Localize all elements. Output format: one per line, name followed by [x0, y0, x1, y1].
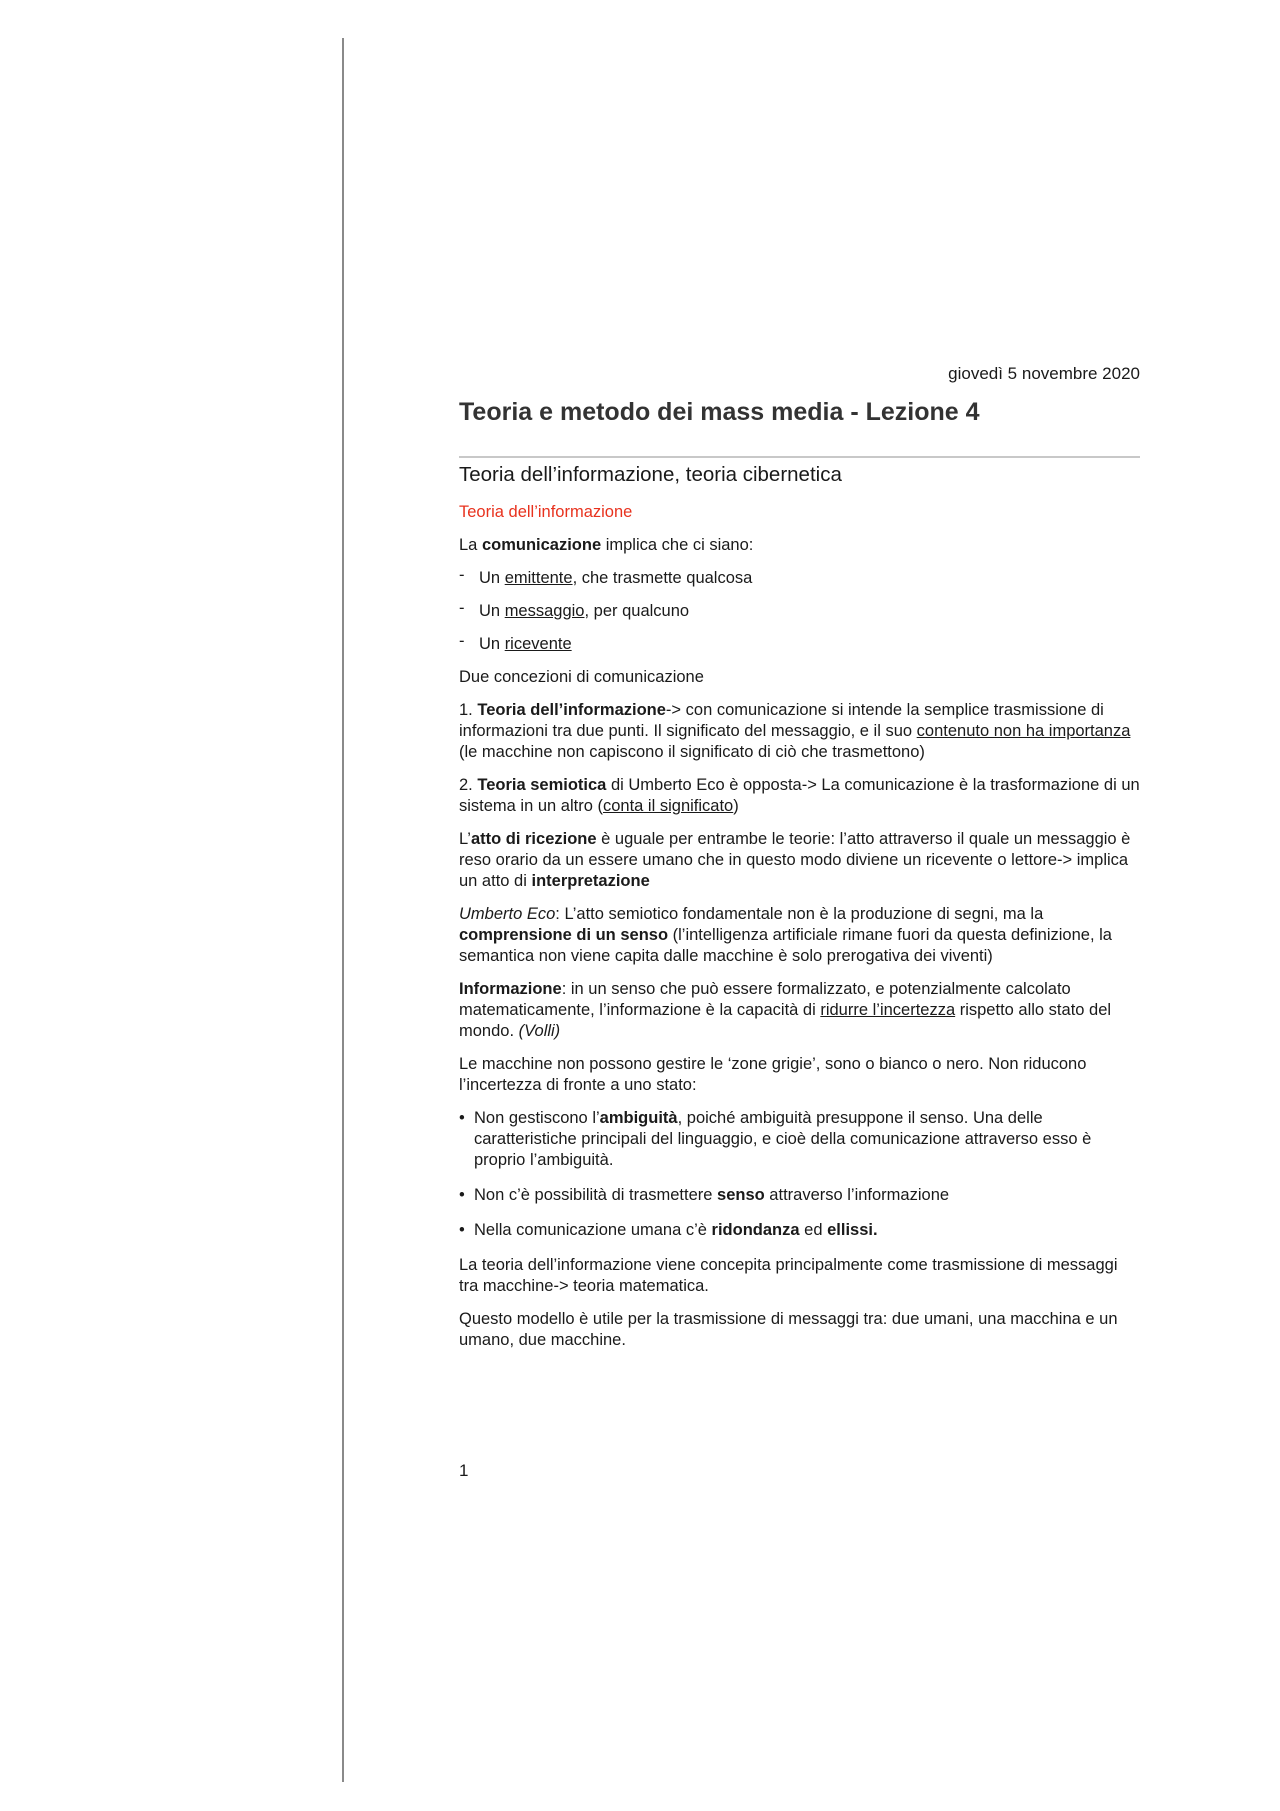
text: ed [799, 1221, 828, 1239]
text: Non c’è possibilità di trasmettere [474, 1186, 718, 1204]
paragraph-information-theory [459, 700, 1140, 763]
underlined-text: contenuto non ha importanza [916, 722, 1131, 740]
list-item [459, 1220, 1140, 1241]
text: (le macchine non capiscono il significato di ciò che trasmettono) [459, 743, 925, 761]
date-label: giovedì 5 novembre 2020 [948, 364, 1140, 383]
underlined-text: emittente [504, 569, 573, 587]
paragraph-semiotic-theory [459, 775, 1140, 817]
bold-text: interpretazione [531, 872, 650, 890]
dash-list [459, 568, 1140, 655]
dash-glyph: - [459, 599, 465, 617]
text: L’ [459, 830, 471, 848]
list-item [459, 634, 1140, 655]
bold-text: Teoria dell’informazione [477, 701, 666, 719]
text: , che trasmette qualcosa [572, 569, 753, 587]
underlined-text: ridurre l’incertezza [820, 1001, 956, 1019]
bullet-list [459, 1108, 1140, 1241]
text: ) [733, 797, 739, 815]
paragraph-two-conceptions: Due concezioni di comunicazione [459, 668, 704, 686]
title-divider [459, 456, 1140, 458]
text: 1. [459, 701, 478, 719]
text: , poiché ambiguità presuppone il senso. Una delle caratteristiche principali del linguaggio, e cioè della comunicazione attraverso esso è proprio l’ambiguità. [474, 1109, 1092, 1169]
list-item [459, 601, 1140, 622]
list-item [459, 1108, 1140, 1171]
text: : in un senso che può essere formalizzato, e potenzialmente calcolato matematicamente, l’informazione è la capacità di [459, 980, 1071, 1019]
italic-text: Umberto Eco [459, 905, 556, 923]
paragraph-grey-zones: Le macchine non possono gestire le ‘zone grigie’, sono o bianco o nero. Non riducono l’incertezza di fronte a uno stato: [459, 1055, 1087, 1094]
bold-text: ambiguità [599, 1109, 678, 1127]
text: , per qualcuno [584, 602, 690, 620]
text: Un [479, 635, 505, 653]
paragraph-communication [459, 535, 1140, 556]
text: -> con comunicazione si intende la semplice trasmissione di informazioni tra due punti. Il significato del messaggio, e il suo [459, 701, 1104, 740]
text: attraverso l’informazione [764, 1186, 950, 1204]
text: rispetto allo stato del mondo. [459, 1001, 1112, 1040]
bold-text: Teoria semiotica [477, 776, 607, 794]
dash-glyph: - [459, 566, 465, 584]
bullet-glyph: • [459, 1186, 465, 1204]
text: di Umberto Eco è opposta-> La comunicazione è la trasformazione di un sistema in un altro ( [459, 776, 1140, 815]
text: La [459, 536, 482, 554]
bold-text: ridondanza [711, 1221, 800, 1239]
bullet-glyph: • [459, 1109, 465, 1127]
bold-text: senso [717, 1186, 765, 1204]
page-title: Teoria e metodo dei mass media - Lezione 4 [459, 398, 980, 426]
dash-glyph: - [459, 632, 465, 650]
underlined-text: ricevente [504, 635, 572, 653]
section-heading: Teoria dell’informazione [459, 503, 633, 521]
page-subtitle: Teoria dell’informazione, teoria cibernetica [459, 463, 842, 486]
margin-line [342, 38, 344, 1782]
text: Nella comunicazione umana c’è [474, 1221, 712, 1239]
bold-text: atto di ricezione [470, 830, 597, 848]
bold-text: ellissi. [827, 1221, 878, 1239]
text: Un [479, 569, 505, 587]
text: : L’atto semiotico fondamentale non è la produzione di segni, ma la [555, 905, 1044, 923]
bold-text: comunicazione [481, 536, 602, 554]
text: Un [479, 602, 505, 620]
text: implica che ci siano: [601, 536, 754, 554]
list-item [459, 568, 1140, 589]
text: Non gestiscono l’ [474, 1109, 600, 1127]
bold-text: Informazione [459, 980, 562, 998]
paragraph-information [459, 979, 1140, 1042]
underlined-text: messaggio [504, 602, 585, 620]
paragraph-model-usage: Questo modello è utile per la trasmissione di messaggi tra: due umani, una macchina e un umano, due macchine. [459, 1310, 1118, 1349]
text: (l’intelligenza artificiale rimane fuori da questa definizione, la semantica non viene capita dalle macchine è solo prerogativa dei viventi) [459, 926, 1112, 965]
underlined-text: conta il significato [602, 797, 734, 815]
list-item [459, 1185, 1140, 1206]
paragraph-umberto-eco [459, 904, 1140, 967]
text: è uguale per entrambe le teorie: l’atto attraverso il quale un messaggio è reso orario da un essere umano che in questo modo diviene un ricevente o lettore-> implica un atto di [459, 830, 1131, 890]
bold-text: comprensione di un senso [459, 926, 669, 944]
page-number: 1 [459, 1461, 469, 1480]
italic-text: (Volli) [518, 1022, 561, 1040]
paragraph-reception [459, 829, 1140, 892]
document-body [459, 502, 1140, 1363]
bullet-glyph: • [459, 1221, 465, 1239]
text: 2. [459, 776, 478, 794]
paragraph-math-theory: La teoria dell’informazione viene concepita principalmente come trasmissione di messaggi tra macchine-> teoria matematica. [459, 1256, 1118, 1295]
